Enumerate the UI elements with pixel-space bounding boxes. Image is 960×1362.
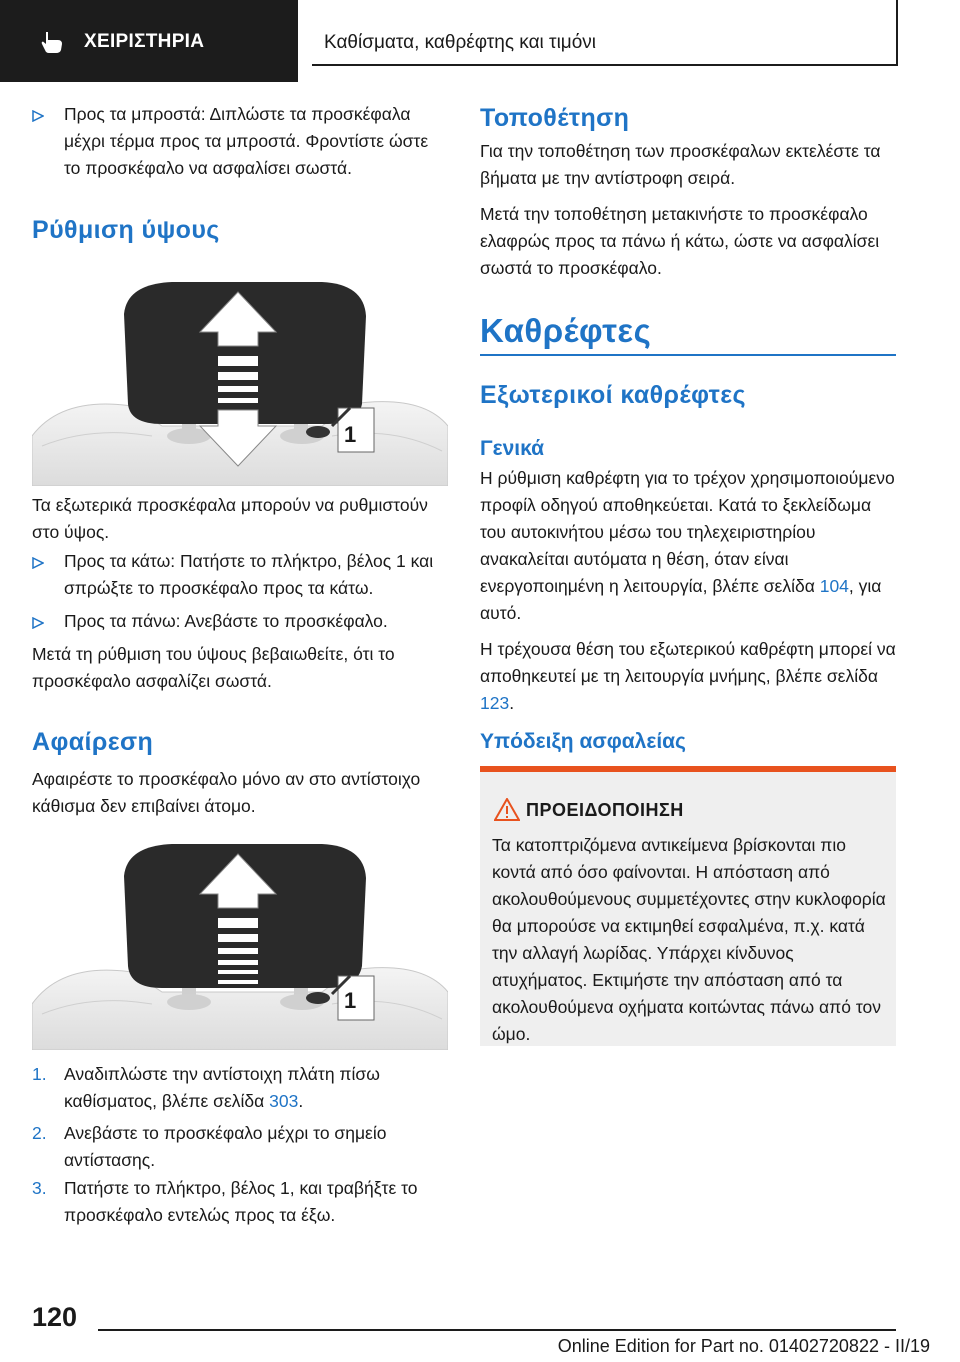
chapter-title: Καθίσματα, καθρέφτης και τιμόνι	[324, 32, 597, 53]
page-link[interactable]: 303	[269, 1091, 299, 1111]
height-note: Μετά τη ρύθμιση του ύψους βεβαιωθείτε, ότι το προσκέφαλο ασφαλίζει σωστά.	[32, 644, 395, 691]
warning-title: ΠΡΟΕΙΔΟΠΟΙΗΣΗ	[526, 800, 684, 820]
exterior-mirrors-title: Εξωτερικοί καθρέφτες	[480, 381, 746, 409]
step-item: 3. Πατήστε το πλήκτρο, βέλος 1, και τραβήξτε το προσκέφαλο εντελώς προς τα έξω.	[32, 1178, 418, 1225]
triangle-bullet-icon	[32, 557, 44, 569]
page-link[interactable]: 104	[819, 576, 849, 596]
triangle-bullet-icon	[32, 617, 44, 629]
removal-text: Αφαιρέστε το προσκέφαλο μόνο αν στο αντίστοιχο κάθισμα δεν επιβαίνει άτομο.	[32, 769, 421, 816]
figure-callout-number: 1	[344, 422, 357, 447]
mirrors-title: Καθρέφτες	[480, 312, 652, 349]
install-text-1: Για την τοποθέτηση των προσκέφαλων εκτελέστε τα βήματα με την αντίστροφη σειρά.	[480, 141, 881, 188]
warning-box	[480, 766, 896, 1046]
removal-section-title: Αφαίρεση	[32, 728, 154, 756]
hand-pointer-icon	[40, 30, 66, 59]
headrest-figure-removal	[32, 836, 448, 1050]
page-link[interactable]: 123	[480, 693, 510, 713]
height-text: Τα εξωτερικά προσκέφαλα μπορούν να ρυθμιστούν στο ύψος.	[32, 495, 428, 542]
section-title: ΧΕΙΡΙΣΤΗΡΙΑ	[84, 31, 205, 52]
step-item: 2. Ανεβάστε το προσκέφαλο μέχρι το σημείο αντίστασης.	[32, 1123, 387, 1170]
mirrors-heading-block	[480, 310, 896, 356]
install-text-2: Μετά την τοποθέτηση μετακινήστε το προσκέφαλο ελαφρώς προς τα πάνω ή κάτω, ώστε να ασφαλίσει σωστά το προσκέφαλο.	[480, 204, 880, 278]
figure-callout-number: 1	[344, 988, 357, 1013]
step-item: 1. Αναδιπλώστε την αντίστοιχη πλάτη πίσω καθίσματος, βλέπε σελίδα 303.	[32, 1064, 380, 1111]
page-number: 120	[32, 1302, 78, 1332]
safety-title: Υπόδειξη ασφαλείας	[480, 730, 686, 753]
general-text-2: Η τρέχουσα θέση του εξωτερικού καθρέφτη μπορεί να αποθηκευτεί με τη λειτουργία μνήμης, βλέπε σελίδα 123.	[480, 639, 896, 713]
header-chapter	[312, 0, 898, 66]
edition-note: Online Edition for Part no. 01402720822 - II/19	[557, 1336, 930, 1356]
header-section-tab	[0, 0, 298, 82]
footer-rule	[98, 1329, 896, 1331]
warning-triangle-icon	[494, 798, 520, 821]
height-bullet-up: Προς τα πάνω: Ανεβάστε το προσκέφαλο.	[32, 608, 448, 635]
headrest-figure-height	[32, 276, 448, 486]
intro-bullet: Προς τα μπροστά: Διπλώστε τα προσκέφαλα μέχρι τέρμα προς τα μπροστά. Φροντίστε ώστε το προσκέφαλο να ασφαλίσει σωστά.	[32, 101, 448, 182]
general-title: Γενικά	[480, 437, 545, 460]
install-section-title: Τοποθέτηση	[480, 104, 630, 132]
warning-text: Τα κατοπτριζόμενα αντικείμενα βρίσκονται πιο κοντά από όσο φαίνονται. Η απόσταση από ακολουθούμενους συμμετέχοντες στην κυκλοφορία θα μπορούσε να εκτιμηθεί εσφαλμένα, π.χ. κατά την αλλαγή λωρίδας. Υπάρχει κίνδυνος ατυχήματος. Εκτιμήστε την απόσταση από τα ακολουθούμενα οχήματα κοιτώντας πάνω από τον ώμο.	[492, 835, 886, 1044]
triangle-bullet-icon	[32, 110, 44, 122]
general-text-1: Η ρύθμιση καθρέφτη για το τρέχον χρησιμοποιούμενο προφίλ οδηγού αποθηκεύεται. Κατά το ξεκλείδωμα του αυτοκινήτου μέσω του τηλεχειριστηρίου ανακαλείται αυτόματα η θέση, όταν είναι ενεργοποιημένη η λειτουργία, βλέπε σελίδα 104, για αυτό.	[480, 468, 895, 623]
height-bullet-down: Προς τα κάτω: Πατήστε το πλήκτρο, βέλος 1 και σπρώξτε το προσκέφαλο προς τα κάτω.	[32, 548, 448, 602]
height-section-title: Ρύθμιση ύψους	[32, 216, 220, 244]
